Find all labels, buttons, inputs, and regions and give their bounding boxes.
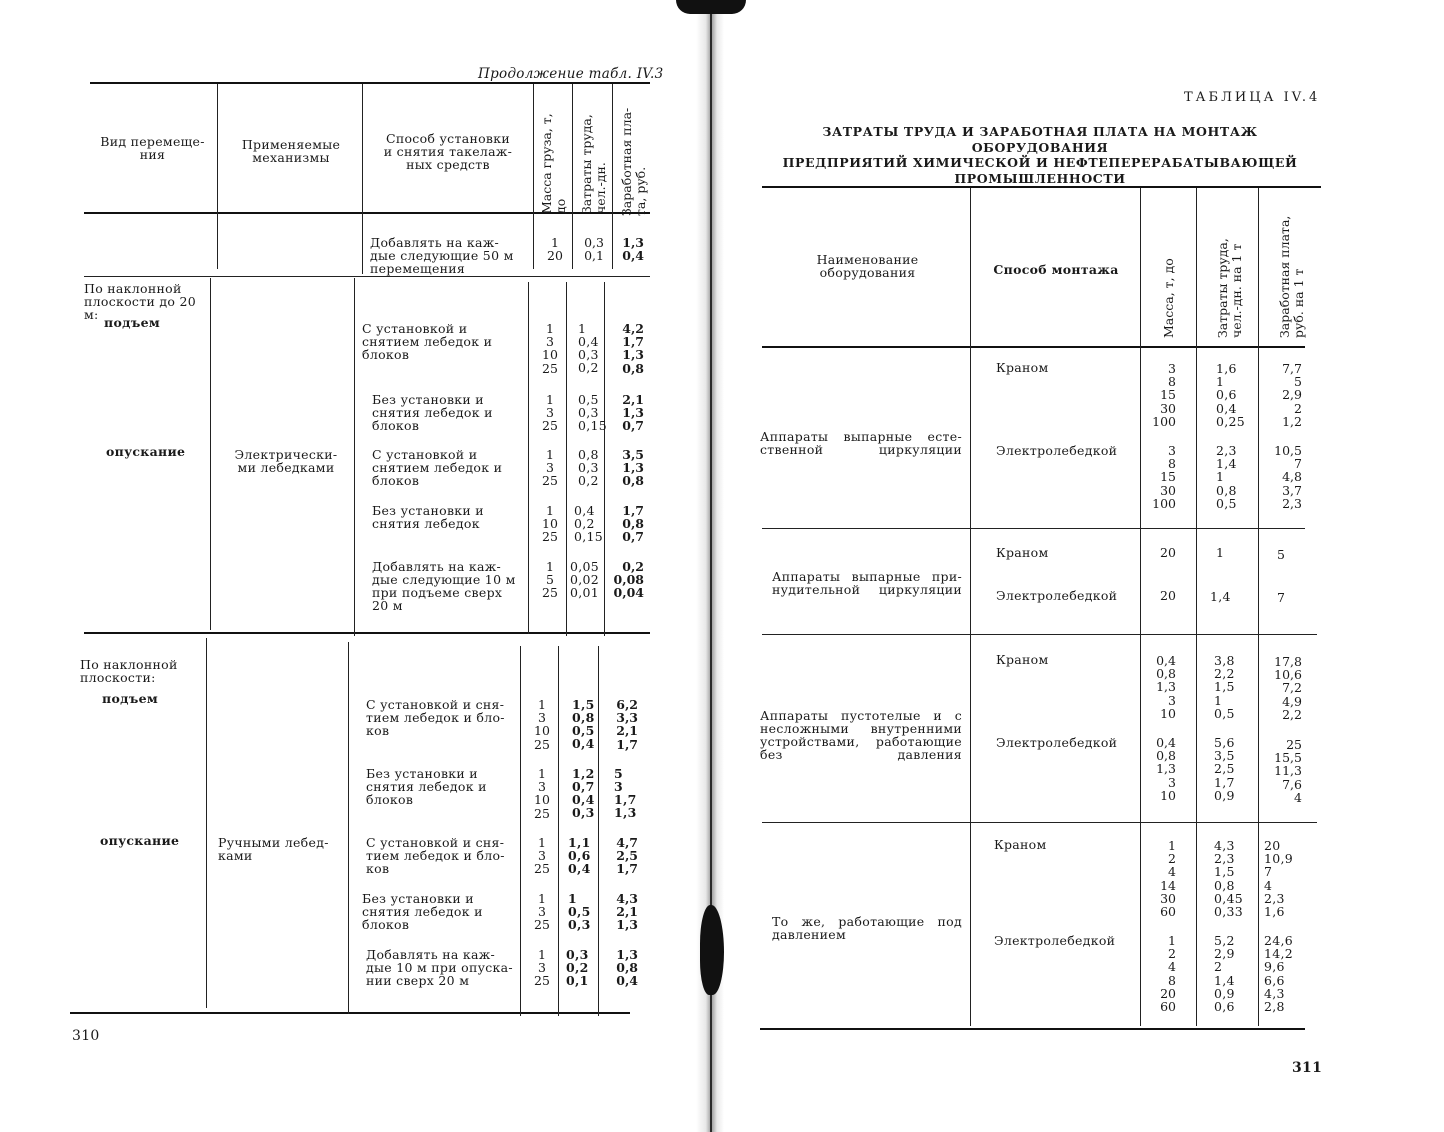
mass-cell: 1 3 25 bbox=[534, 947, 550, 989]
labor-cell: 1 0,5 0,3 bbox=[568, 891, 591, 932]
method-cell: Без установки и снятия лебедок и блоков bbox=[372, 392, 493, 433]
header-method: Способ монтажа bbox=[993, 262, 1119, 277]
section2-descent: опускание bbox=[100, 833, 180, 848]
table-top-rule bbox=[90, 82, 650, 84]
equipment-name: Аппараты выпарные при- нудительной циркуляции bbox=[772, 569, 962, 597]
labor-cell: 0,05 0,02 0,01 bbox=[570, 559, 600, 600]
wage-cell: 2,1 1,3 0,7 bbox=[622, 392, 644, 434]
header-wage: Заработная пла- та, руб. bbox=[619, 107, 648, 216]
mass-cell: 1 10 25 bbox=[542, 503, 558, 545]
method-cell: Без установки и снятия лебедок и блоков bbox=[366, 766, 487, 807]
wage-cell: 10,5 7 4,8 3,7 2,3 bbox=[1274, 443, 1302, 511]
col-rule bbox=[217, 84, 218, 269]
mass-cell: 1 3 25 bbox=[542, 392, 558, 434]
col-rule bbox=[533, 84, 534, 269]
mass-cell: 3 8 15 30 100 bbox=[1152, 443, 1176, 511]
col-rule bbox=[1258, 188, 1259, 1026]
labor-cell: 1,4 bbox=[1210, 589, 1231, 604]
method-cell: Краном bbox=[996, 652, 1049, 667]
mass-cell: 1 2 4 8 20 60 bbox=[1160, 933, 1176, 1015]
method-cell: Краном bbox=[994, 837, 1047, 852]
row-rule bbox=[84, 276, 650, 277]
labor-cell: 1,6 1 0,6 0,4 0,25 bbox=[1216, 361, 1246, 429]
mass-cell: 3 8 15 30 100 bbox=[1152, 361, 1176, 429]
mass-cell: 1 3 25 bbox=[534, 835, 550, 877]
col-rule bbox=[528, 282, 529, 634]
continuation-caption: Продолжение табл. IV.3 bbox=[478, 66, 664, 82]
group-rule bbox=[762, 822, 1317, 823]
method-cell: С установкой и снятием лебедок и блоков bbox=[362, 321, 493, 362]
labor-cell: 1 bbox=[1216, 545, 1225, 560]
labor-cell: 0,5 0,3 0,15 bbox=[578, 392, 608, 433]
mass-cell: 1 5 25 bbox=[542, 559, 558, 601]
method-cell: Электролебедкой bbox=[994, 933, 1116, 948]
header-mass: Масса, т, до bbox=[1161, 258, 1176, 338]
wage-cell: 17,8 10,6 7,2 4,9 2,2 bbox=[1274, 654, 1302, 722]
labor-cell: 0,3 0,1 bbox=[584, 235, 604, 264]
labor-cell: 3,8 2,2 1,5 1 0,5 bbox=[1214, 653, 1235, 721]
right-page bbox=[720, 0, 1444, 1132]
header-bottom-rule bbox=[762, 346, 1305, 348]
header-wage: Заработная плата, руб. на 1 т bbox=[1277, 215, 1306, 338]
col-rule bbox=[1196, 188, 1197, 1026]
wage-cell: 25 15,5 11,3 7,6 4 bbox=[1274, 737, 1302, 805]
wage-cell: 24,6 14,2 9,6 6,6 4,3 2,8 bbox=[1264, 933, 1294, 1015]
mass-cell: 1 3 10 25 bbox=[534, 766, 550, 821]
labor-cell: 2,3 1,4 1 0,8 0,5 bbox=[1216, 443, 1237, 511]
header-labor: Затраты труда, чел.-дн. bbox=[579, 114, 608, 214]
wage-cell: 4,3 2,1 1,3 bbox=[616, 891, 638, 933]
mass-cell: 0,4 0,8 1,3 3 10 bbox=[1156, 653, 1176, 721]
wage-cell: 1,3 0,8 0,4 bbox=[616, 947, 638, 989]
wage-cell: 1,7 0,8 0,7 bbox=[622, 503, 644, 545]
section2-mechanism: Ручными лебед- ками bbox=[218, 835, 329, 863]
col-rule bbox=[566, 282, 567, 636]
wage-cell: 0,2 0,08 0,04 bbox=[613, 559, 644, 601]
labor-cell: 1,5 0,8 0,5 0,4 bbox=[572, 697, 595, 751]
section1-mechanism: Электрически- ми лебедками bbox=[234, 447, 338, 475]
method-cell: С установкой и снятием лебедок и блоков bbox=[372, 447, 503, 488]
wage-cell: 7 bbox=[1277, 590, 1285, 605]
wage-cell: 5 3 1,7 1,3 bbox=[614, 766, 637, 820]
col-rule bbox=[348, 642, 349, 1014]
wage-cell: 20 10,9 7 4 2,3 1,6 bbox=[1264, 838, 1294, 920]
col-rule bbox=[362, 84, 363, 274]
mass-cell: 1 20 bbox=[547, 235, 563, 264]
method-cell: Краном bbox=[996, 545, 1049, 560]
labor-cell: 5,2 2,9 2 1,4 0,9 0,6 bbox=[1214, 933, 1235, 1015]
mass-cell: 1 3 10 25 bbox=[542, 321, 558, 376]
col-rule bbox=[210, 278, 211, 630]
method-cell: С установкой и сня- тием лебедок и бло- ков bbox=[366, 835, 505, 876]
mass-cell: 1 3 25 bbox=[542, 447, 558, 489]
table-bottom-rule bbox=[70, 1012, 630, 1014]
equipment-name: Аппараты выпарные есте- ственной циркуляции bbox=[760, 429, 962, 457]
section2-ascent: подъем bbox=[102, 691, 159, 706]
col-rule bbox=[604, 282, 605, 636]
header-mechanisms: Применяемые механизмы bbox=[241, 137, 341, 165]
method-cell: Электролебедкой bbox=[996, 735, 1118, 750]
header-kind: Вид перемеще- ния bbox=[100, 134, 205, 162]
section1-title: По наклонной плоскости до 20 м: bbox=[84, 281, 196, 322]
col-rule bbox=[354, 278, 355, 636]
equipment-name: То же, работающие под давлением bbox=[772, 914, 962, 942]
group-rule bbox=[762, 634, 1317, 635]
section1-ascent: подъем bbox=[104, 315, 161, 330]
labor-cell: 5,6 3,5 2,5 1,7 0,9 bbox=[1214, 735, 1235, 803]
col-rule bbox=[520, 646, 521, 1016]
method-cell: Добавлять на каж- дые следующие 50 м перемещения bbox=[370, 235, 514, 276]
header-mass: Масса груза, т, до bbox=[539, 113, 568, 214]
labor-cell: 1,2 0,7 0,4 0,3 bbox=[572, 766, 595, 820]
wage-cell: 6,2 3,3 2,1 1,7 bbox=[616, 697, 638, 752]
mass-cell: 1 3 10 25 bbox=[534, 697, 550, 752]
labor-cell: 4,3 2,3 1,5 0,8 0,45 0,33 bbox=[1214, 838, 1244, 920]
header-labor: Затраты труда, чел.-дн. на 1 т bbox=[1215, 238, 1244, 338]
section1-descent: опускание bbox=[106, 444, 186, 459]
page-number-left: 310 bbox=[72, 1028, 100, 1044]
wage-cell: 4,7 2,5 1,7 bbox=[616, 835, 638, 877]
labor-cell: 1 0,4 0,3 0,2 bbox=[578, 321, 599, 375]
left-page bbox=[0, 0, 706, 1132]
labor-cell: 0,4 0,2 0,15 bbox=[574, 503, 604, 544]
header-method: Способ установки и снятия такелаж- ных средств bbox=[383, 131, 513, 172]
table-top-rule bbox=[762, 186, 1321, 188]
table-title: ЗАТРАТЫ ТРУДА И ЗАРАБОТНАЯ ПЛАТА НА МОНТАЖ ОБОРУДОВАНИЯ ПРЕДПРИЯТИЙ ХИМИЧЕСКОЙ И НЕФТЕПЕРЕРАБАТЫВАЮЩЕЙ ПРОМЫШЛЕННОСТИ bbox=[782, 124, 1298, 186]
group-rule bbox=[762, 528, 1305, 529]
equipment-name: Аппараты пустотелые и с несложными внутренними устройствами, работающие без давления bbox=[760, 708, 962, 762]
wage-cell: 1,3 0,4 bbox=[622, 235, 644, 264]
labor-cell: 0,3 0,2 0,1 bbox=[566, 947, 589, 988]
method-cell: Без установки и снятия лебедок и блоков bbox=[362, 891, 483, 932]
wage-cell: 3,5 1,3 0,8 bbox=[622, 447, 644, 489]
method-cell: Добавлять на каж- дые 10 м при опуска- нии сверх 20 м bbox=[366, 947, 513, 988]
wage-cell: 4,2 1,7 1,3 0,8 bbox=[622, 321, 644, 376]
col-rule bbox=[558, 646, 559, 1016]
header-equipment: Наименование оборудования bbox=[816, 252, 919, 280]
mass-cell: 1 3 25 bbox=[534, 891, 550, 933]
mass-cell: 20 bbox=[1160, 588, 1176, 603]
method-cell: Краном bbox=[996, 360, 1049, 375]
mass-cell: 1 2 4 14 30 60 bbox=[1160, 838, 1176, 920]
col-rule bbox=[970, 188, 971, 1026]
wage-cell: 7,7 5 2,9 2 1,2 bbox=[1282, 361, 1302, 429]
page-number-right: 311 bbox=[1292, 1060, 1323, 1076]
col-rule bbox=[598, 646, 599, 1016]
table-label: ТАБЛИЦА IV.4 bbox=[1184, 90, 1321, 105]
wage-cell: 5 bbox=[1277, 547, 1285, 562]
method-cell: Электролебедкой bbox=[996, 588, 1118, 603]
labor-cell: 0,8 0,3 0,2 bbox=[578, 447, 599, 488]
method-cell: Добавлять на каж- дые следующие 10 м при подъеме сверх 20 м bbox=[372, 559, 516, 613]
method-cell: Электролебедкой bbox=[996, 443, 1118, 458]
mass-cell: 20 bbox=[1160, 545, 1176, 560]
table-bottom-rule bbox=[760, 1028, 1305, 1030]
method-cell: Без установки и снятия лебедок bbox=[372, 503, 484, 531]
method-cell: С установкой и сня- тием лебедок и бло- ков bbox=[366, 697, 505, 738]
section2-title: По наклонной плоскости: bbox=[80, 657, 178, 685]
col-rule bbox=[206, 638, 207, 1008]
mass-cell: 0,4 0,8 1,3 3 10 bbox=[1156, 735, 1176, 803]
labor-cell: 1,1 0,6 0,4 bbox=[568, 835, 591, 876]
col-rule bbox=[572, 84, 573, 269]
